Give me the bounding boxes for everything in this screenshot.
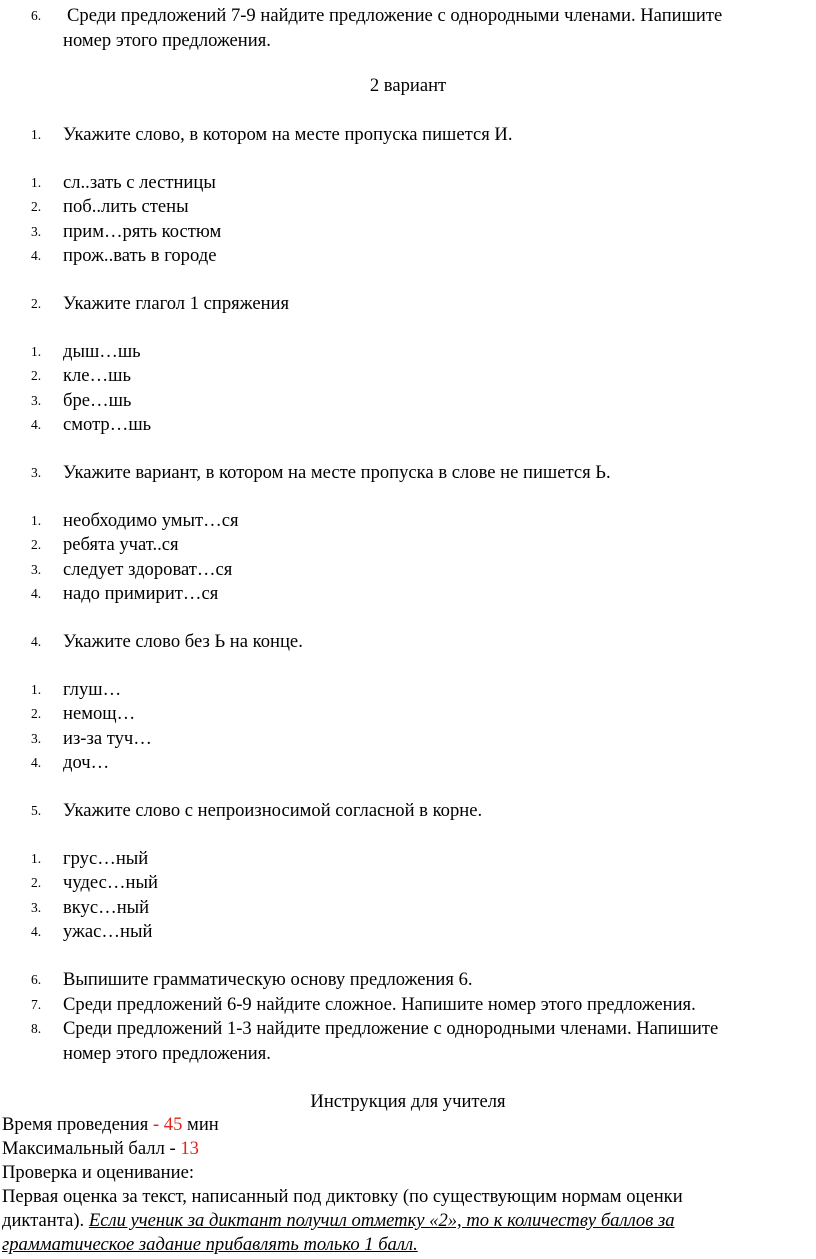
- time-unit: мин: [182, 1114, 219, 1135]
- option-number: 3.: [31, 393, 42, 408]
- option-number: 1.: [31, 851, 42, 866]
- para-emphasis-cont: грамматическое задание прибавлять только 1 балл.: [2, 1234, 418, 1255]
- option-number: 3.: [31, 562, 42, 577]
- task-text: Выпишите грамматическую основу предложения 6.: [63, 969, 473, 990]
- option-number: 1.: [31, 175, 42, 190]
- para-line-3: [2, 1233, 418, 1257]
- option-number: 4.: [31, 417, 42, 432]
- question-text: Укажите слово с непроизносимой согласной в корне.: [63, 800, 483, 821]
- max-label: Максимальный балл -: [2, 1138, 181, 1159]
- question-number: 2.: [31, 296, 42, 311]
- para-line-1: Первая оценка за текст, написанный под диктовку (по существующим нормам оценки: [2, 1186, 683, 1207]
- answer-option: прож..вать в городе: [63, 245, 217, 266]
- item-text: Среди предложений 7-9 найдите предложение с однородными членами. Напишите: [67, 5, 723, 26]
- answer-option: ребята учат..ся: [63, 534, 179, 555]
- option-number: 4.: [31, 248, 42, 263]
- question-number: 1.: [31, 127, 42, 142]
- option-number: 1.: [31, 682, 42, 697]
- answer-option: смотр…шь: [63, 414, 152, 435]
- option-number: 3.: [31, 731, 42, 746]
- option-number: 2.: [31, 368, 42, 383]
- check-label: Проверка и оценивание:: [2, 1162, 195, 1183]
- question-text: Укажите вариант, в котором на месте пропуска в слове не пишется Ь.: [63, 462, 611, 483]
- para-line-2: [2, 1209, 675, 1233]
- task-number: 8.: [31, 1021, 42, 1036]
- option-number: 1.: [31, 513, 42, 528]
- instruction-title: Инструкция для учителя: [310, 1091, 506, 1112]
- question-number: 5.: [31, 803, 42, 818]
- task-text: Среди предложений 1-3 найдите предложение с однородными членами. Напишите: [63, 1018, 719, 1039]
- time-value: - 45: [152, 1114, 183, 1135]
- answer-option: необходимо умыт…ся: [63, 510, 239, 531]
- option-number: 4.: [31, 755, 42, 770]
- max-score-line: [2, 1137, 199, 1161]
- option-number: 3.: [31, 900, 42, 915]
- question-text: Укажите слово без Ь на конце.: [63, 631, 303, 652]
- item-text-cont: номер этого предложения.: [63, 30, 271, 51]
- answer-option: следует здороват…ся: [63, 559, 233, 580]
- para-emphasis: Если ученик за диктант получил отметку «2», то к количеству баллов за: [88, 1210, 675, 1231]
- answer-option: глуш…: [63, 679, 122, 700]
- option-number: 2.: [31, 537, 42, 552]
- answer-option: доч…: [63, 752, 110, 773]
- answer-option: из-за туч…: [63, 728, 152, 749]
- option-number: 4.: [31, 924, 42, 939]
- task-number: 6.: [31, 972, 42, 987]
- option-number: 4.: [31, 586, 42, 601]
- answer-option: немощ…: [63, 703, 136, 724]
- answer-option: чудес…ный: [63, 872, 158, 893]
- answer-option: дыш…шь: [63, 341, 141, 362]
- item-number: 6.: [31, 8, 42, 23]
- question-number: 4.: [31, 634, 42, 649]
- option-number: 2.: [31, 706, 42, 721]
- answer-option: прим…рять костюм: [63, 221, 222, 242]
- question-text: Укажите слово, в котором на месте пропуска пишется И.: [63, 124, 513, 145]
- answer-option: ужас…ный: [63, 921, 153, 942]
- answer-option: сл..зать с лестницы: [63, 172, 216, 193]
- answer-option: грус…ный: [63, 848, 149, 869]
- answer-option: поб..лить стены: [63, 196, 189, 217]
- answer-option: кле…шь: [63, 365, 131, 386]
- time-line: [2, 1113, 219, 1137]
- variant-title: 2 вариант: [369, 75, 447, 96]
- answer-option: надо примирит…ся: [63, 583, 219, 604]
- option-number: 3.: [31, 224, 42, 239]
- task-text: Среди предложений 6-9 найдите сложное. Напишите номер этого предложения.: [63, 994, 696, 1015]
- max-value: 13: [180, 1138, 199, 1159]
- option-number: 2.: [31, 875, 42, 890]
- option-number: 1.: [31, 344, 42, 359]
- time-label: Время проведения: [2, 1114, 153, 1135]
- answer-option: вкус…ный: [63, 897, 150, 918]
- task-number: 7.: [31, 997, 42, 1012]
- para-plain: диктанта).: [2, 1210, 89, 1231]
- option-number: 2.: [31, 199, 42, 214]
- question-number: 3.: [31, 465, 42, 480]
- answer-option: бре…шь: [63, 390, 132, 411]
- task-text-cont: номер этого предложения.: [63, 1043, 271, 1064]
- question-text: Укажите глагол 1 спряжения: [63, 293, 290, 314]
